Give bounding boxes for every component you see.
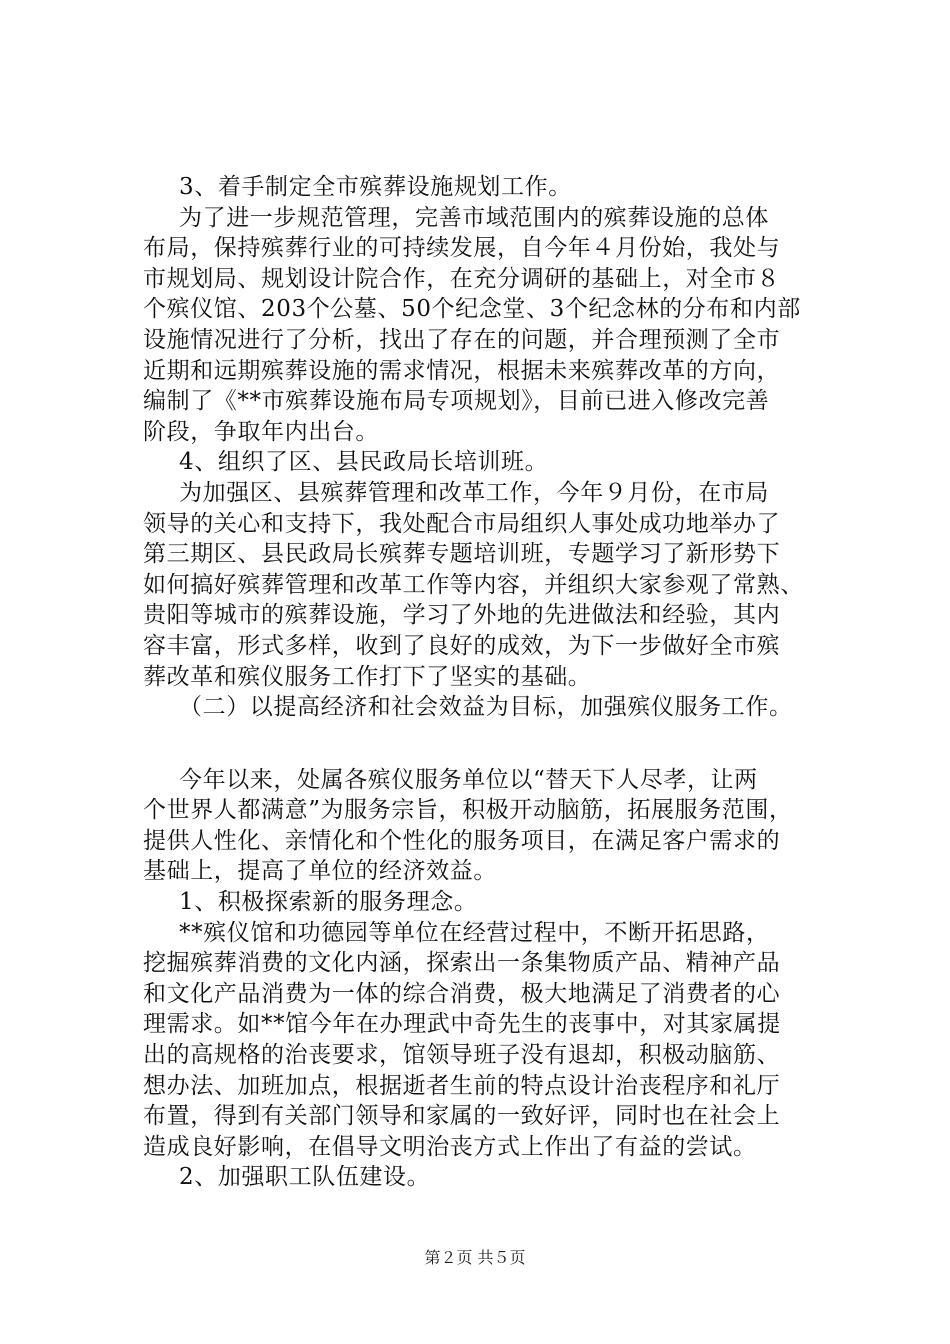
paragraph-line: 个殡仪馆、203个公墓、50个纪念堂、3个纪念林的分布和内部 — [143, 296, 801, 323]
paragraph-line: 容丰富，形式多样，收到了良好的成效，为下一步做好全市殡 — [143, 632, 781, 659]
paragraph-line: 想办法、加班加点，根据逝者生前的特点设计治丧程序和礼厅 — [143, 1072, 781, 1099]
paragraph-line: 布置，得到有关部门领导和家属的一致好评，同时也在社会上 — [143, 1103, 781, 1130]
paragraph-line: 编制了《**市殡葬设施布局专项规划》，目前已进入修改完善 — [143, 388, 770, 415]
paragraph-line: 布局，保持殡葬行业的可持续发展，自今年４月份始，我处与 — [143, 235, 781, 262]
paragraph-line: 挖掘殡葬消费的文化内涵，探索出一条集物质产品、精神产品 — [143, 950, 781, 977]
paragraph-line: 理需求。如**馆今年在办理武中奇先生的丧事中，对其家属提 — [143, 1011, 781, 1038]
paragraph-line: 领导的关心和支持下，我处配合市局组织人事处成功地举办了 — [143, 510, 781, 537]
paragraph-line: 设施情况进行了分析，找出了存在的问题，并合理预测了全市 — [143, 326, 781, 353]
paragraph-line: 阶段，争取年内出台。 — [143, 418, 379, 445]
paragraph-line: 和文化产品消费为一体的综合消费，极大地满足了消费者的心 — [143, 980, 781, 1007]
paragraph-line: 为加强区、县殡葬管理和改革工作，今年９月份，在市局 — [179, 479, 769, 506]
document-body — [143, 172, 815, 1193]
paragraph-line: 今年以来，处属各殡仪服务单位以“替天下人尽孝，让两 — [179, 766, 758, 793]
paragraph-line: 近期和远期殡葬设施的需求情况，根据未来殡葬改革的方向， — [143, 357, 781, 384]
section-heading-2: （二）以提高经济和社会效益为目标，加强殡仪服务工作。 — [179, 694, 793, 721]
paragraph-line: **殡仪馆和功德园等单位在经营过程中，不断开拓思路， — [179, 919, 770, 946]
paragraph-line: 提供人性化、亲情化和个性化的服务项目，在满足客户需求的 — [143, 827, 781, 854]
paragraph-line: 葬改革和殡仪服务工作打下了坚实的基础。 — [143, 663, 592, 690]
page-number-footer: 第２页 共５页 — [424, 1248, 526, 1267]
heading-item-1: 1、积极探索新的服务理念。 — [179, 889, 478, 916]
paragraph-line: 造成良好影响，在倡导文明治丧方式上作出了有益的尝试。 — [143, 1133, 757, 1160]
paragraph-line: 个世界人都满意”为服务宗旨，积极开动脑筋，拓展服务范围， — [143, 797, 793, 824]
heading-item-4: 4、组织了区、县民政局长培训班。 — [179, 449, 549, 476]
blank-line — [143, 723, 815, 765]
paragraph-line: 如何搞好殡葬管理和改革工作等内容，并组织大家参观了常熟、 — [143, 571, 804, 598]
paragraph-line: 第三期区、县民政局长殡葬专题培训班，专题学习了新形势下 — [143, 541, 781, 568]
heading-item-2: 2、加强职工队伍建设。 — [179, 1164, 431, 1191]
paragraph-line: 贵阳等城市的殡葬设施，学习了外地的先进做法和经验，其内 — [143, 602, 781, 629]
paragraph-line: 基础上，提高了单位的经济效益。 — [143, 858, 497, 885]
heading-item-3: 3、着手制定全市殡葬设施规划工作。 — [179, 174, 572, 200]
paragraph-line: 出的高规格的治丧要求，馆领导班子没有退却，积极动脑筋、 — [143, 1042, 781, 1069]
paragraph-line: 市规划局、规划设计院合作，在充分调研的基础上，对全市８ — [143, 265, 781, 292]
paragraph-line: 为了进一步规范管理，完善市域范围内的殡葬设施的总体 — [179, 204, 769, 231]
